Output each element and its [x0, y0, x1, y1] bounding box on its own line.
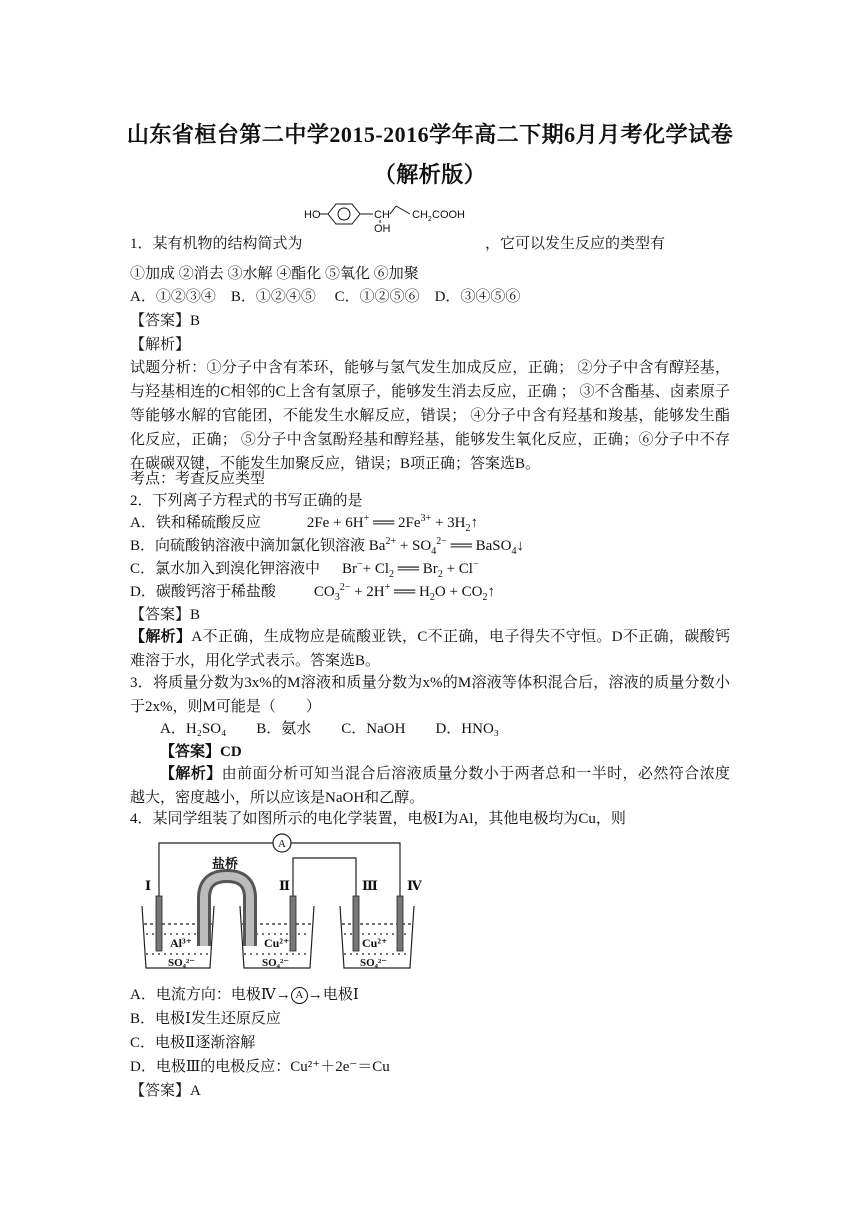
- q2-option-d: D．碳酸钙溶于稀盐酸 $CO_3^{2-} + 2H^+$ ══ $H_2O$ + $CO_2↑$: [130, 582, 495, 603]
- struct-oh: OH: [374, 223, 391, 235]
- q3-answer: 【答案】CD: [160, 744, 242, 760]
- so4-label-1: SO₄²⁻: [168, 957, 196, 969]
- q4-a-post: →电极Ⅰ: [307, 987, 359, 1003]
- q1-answer: 【答案】B: [130, 313, 201, 329]
- q1-options: ①加成 ②消去 ③水解 ④酯化 ⑤氧化 ⑥加聚: [130, 266, 419, 282]
- q3-analysis-text: 由前面分析可知当混合后溶液质量分数小于两者总和一半时，必然符合浓度越大，密度越小，所以应该是NaOH和乙醇。: [130, 766, 730, 806]
- q1-analysis-head: 【解析】: [130, 337, 191, 353]
- q4-a-pre: A．电流方向：电极Ⅳ→: [130, 987, 291, 1003]
- cu-ion-1-label: Cu²⁺: [264, 936, 290, 950]
- q4-option-d: D．电极Ⅲ的电极反应：Cu²⁺＋2e⁻＝Cu: [130, 1059, 390, 1075]
- al-ion-label: Al³⁺: [170, 936, 192, 950]
- struct-ho: HO: [304, 209, 321, 221]
- q3-analysis-head: 【解析】: [160, 766, 222, 782]
- q3-analysis: [130, 762, 730, 810]
- electrochemical-apparatus: [130, 826, 430, 976]
- cu-ion-2-label: Cu²⁺: [362, 936, 388, 950]
- electrode-4-label: Ⅳ: [407, 878, 422, 893]
- q1-stem-b: ，它可以发生反应的类型有: [485, 236, 666, 252]
- ammeter-circle-icon: A: [291, 987, 308, 1004]
- electrode-2-label: Ⅱ: [279, 878, 290, 893]
- so4-label-3: SO₄²⁻: [360, 957, 388, 969]
- q4-option-b: B．电极Ⅰ发生还原反应: [130, 1011, 281, 1027]
- q4-option-c: C．电极Ⅱ逐渐溶解: [130, 1035, 256, 1051]
- electrode-3-label: Ⅲ: [362, 878, 378, 893]
- benzene-ring: [320, 204, 410, 224]
- structure-formula: [300, 198, 470, 248]
- q2-stem: 2．下列离子方程式的书写正确的是: [130, 493, 363, 509]
- q2-option-a: A．铁和稀硫酸反应 2Fe + 6H+ ══ $2Fe^{3+}$ + $3H_2↑$: [130, 513, 478, 534]
- q4-answer: 【答案】A: [130, 1083, 201, 1099]
- q2-option-b: B．向硫酸钠溶液中滴加氯化钡溶液 $Ba^{2+} + SO_4^{2-}$ ══ BaSO$_4$↓: [130, 536, 524, 557]
- so4-label-2: SO₄²⁻: [262, 957, 290, 969]
- struct-ch2-text: $CH_2$: [412, 209, 432, 223]
- q2-c-label: C．氯水加入到溴化钾溶液中: [130, 561, 321, 577]
- q2-option-c: C．氯水加入到溴化钾溶液中 $Br^-+ Cl_2$ ══ $Br_2 + Cl^-$: [130, 559, 479, 580]
- q4-stem: 4．某同学组装了如图所示的电化学装置，电极Ⅰ为Al，其他电极均为Cu，则: [130, 811, 626, 827]
- q1-point: 考点：考查反应类型: [130, 471, 266, 487]
- q2-d-label: D．碳酸钙溶于稀盐酸: [130, 584, 276, 600]
- electrode-2: [290, 896, 296, 951]
- doc-title: 山东省桓台第二中学2015-2016学年高二下期6月月考化学试卷: [126, 122, 734, 147]
- q2-analysis-head: 【解析】: [130, 629, 192, 645]
- q2-answer: 【答案】B: [130, 607, 201, 623]
- q2-analysis-text: A不正确，生成物应是硫酸亚铁，C不正确，电子得失不守恒。D不正确，碳酸钙难溶于水，用化学式表示。答案选B。: [130, 629, 730, 669]
- q1-analysis: 试题分析：①分子中含有苯环，能够与氢气发生加成反应，正确； ②分子中含有醇羟基，与羟基相连的C相邻的C上含有氢原子，能够发生消去反应，正确 ； ③不含酯基、卤素原子等能够水解的官能团，不能发生水解反应，错误； ④分子中含有羟基和羧基，能够发生酯化反应，正确； ⑤分子中含氢酚羟基和醇羟基，能够发生氧化反应，正确；⑥分子中不存在碳碳双键，不能发生加聚反应，错误；B项正确；答案选B。: [130, 360, 730, 472]
- electrode-1: [156, 896, 162, 951]
- q4-option-a: [130, 984, 359, 1006]
- ammeter-label: A: [278, 838, 286, 850]
- electrode-4: [397, 896, 403, 951]
- electrode-3: [353, 896, 359, 951]
- q3-stem: 3．将质量分数为3x%的M溶液和质量分数为x%的M溶液等体积混合后，溶液的质量分数小于2x%，则M可能是（ ）: [130, 675, 730, 715]
- struct-cooh: COOH: [432, 209, 465, 221]
- q2-analysis: [130, 625, 730, 673]
- struct-ch: CH: [374, 209, 390, 221]
- q1-choices: A．①②③④ B．①②④⑤ C．①②⑤⑥ D．③④⑤⑥: [130, 289, 521, 305]
- electrode-1-label: Ⅰ: [145, 878, 152, 893]
- salt-bridge-label: 盐桥: [212, 856, 239, 871]
- doc-subtitle: （解析版）: [373, 162, 487, 187]
- q2-a-label: A．铁和稀硫酸反应: [130, 515, 261, 531]
- q3-choices: A．H₂SO₄ B．氨水 C．NaOH D．HNO₃: [160, 721, 500, 737]
- q2-b-label: B．向硫酸钠溶液中滴加氯化钡溶液: [130, 538, 366, 554]
- struct-ch2: CH: [412, 209, 428, 221]
- q1-stem-a: 1．某有机物的结构简式为: [130, 236, 303, 252]
